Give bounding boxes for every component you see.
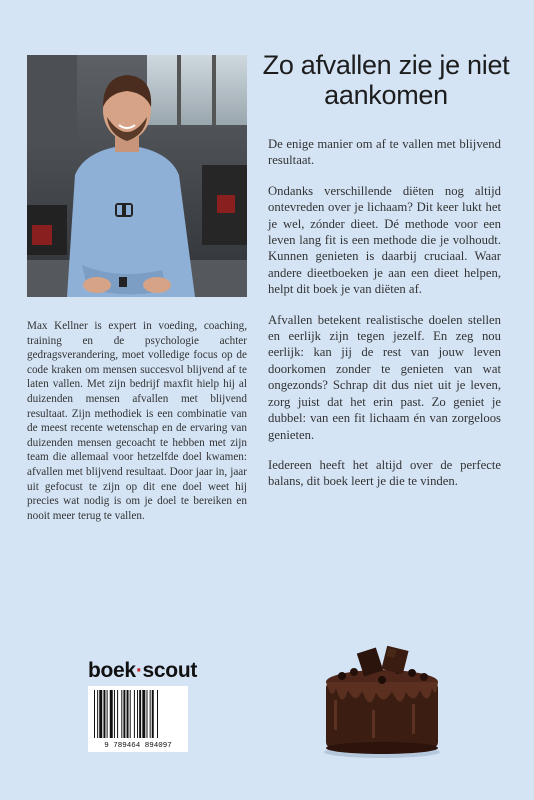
blurb-paragraph-4: Iedereen heeft het altijd over de perfecte balans, dit boek leert je die te vinden. xyxy=(268,457,501,489)
publisher-logo-part1: boek xyxy=(88,659,136,682)
blurb-paragraph-3: Afvallen betekent realistische doelen stellen en eerlijk zijn tegen jezelf. En zeg nou eerlijk: kan jij de rest van jouw leven doorkomen zonder te genieten van wat ongezonds? Schrap dit dus niet uit je leven, zorg juist dat het erin past. Zo geniet je dubbel: van een fit lichaam én van zorgeloos genieten. xyxy=(268,312,501,442)
blurb-paragraph-2: Ondanks verschillende diëten nog altijd ontevreden over je lichaam? Dit keer lukt het je wel, zónder dieet. Dé methode voor een leven lang fit is een methode die je volhoudt. Kunnen genieten is daarbij cruciaal. Waar andere dieetboeken je aan een dieet helpen, helpt dit boek je van diëten af. xyxy=(268,183,501,297)
author-photo xyxy=(27,55,247,297)
book-title: Zo afvallen zie je niet aankomen xyxy=(262,50,510,110)
publisher-logo xyxy=(88,659,197,683)
publisher-logo-part2: scout xyxy=(142,659,198,682)
back-cover-blurb xyxy=(268,136,501,504)
publisher-logo-dot: · xyxy=(135,659,143,682)
author-bio-text: Max Kellner is expert in voeding, coaching, training en de psychologie achter gedragsverandering, moet volledige focus op de code kraken om mensen succesvol blijvend af te laten vallen. Met zijn bedrijf maxfit hielp hij al duizenden mensen afvallen met blijvend resultaat. Zijn methodiek is een combinatie van de meest recente wetenschap en de ervaring van duizenden mensen gecoacht te hebben met zijn team die allemaal voor hetzelfde doel kwamen: afvallen met blijvend resultaat. Door jaar in, jaar uit gefocust te zijn op dit ene doel weet hij precies wat nodig is om je doel te bereiken en nooit meer terug te vallen. xyxy=(27,320,247,522)
chocolate-cake-image xyxy=(312,640,452,760)
author-bio xyxy=(27,319,247,523)
barcode-bars xyxy=(94,690,182,738)
isbn-barcode xyxy=(88,686,188,752)
isbn-digits: 9 789464 894097 xyxy=(104,742,172,750)
blurb-paragraph-1: De enige manier om af te vallen met blijvend resultaat. xyxy=(268,137,501,168)
